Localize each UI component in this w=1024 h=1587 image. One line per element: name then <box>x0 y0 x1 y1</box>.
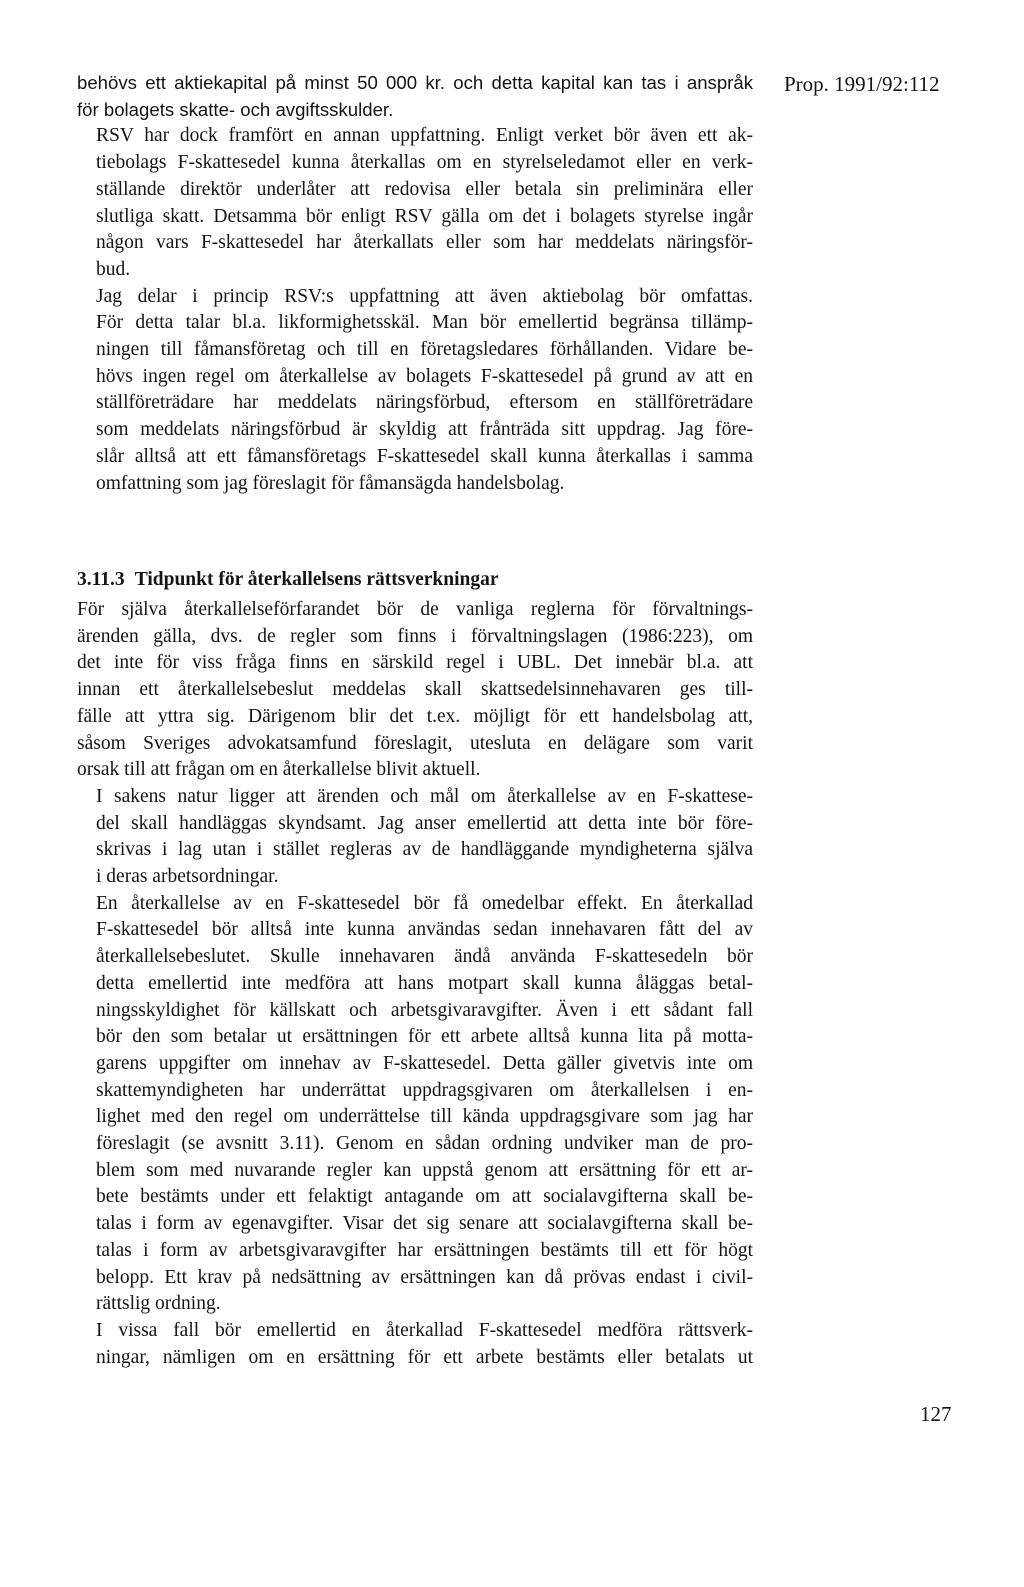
text-line: blem som med nuvarande regler kan uppstå genom att ersättning för ett ar- <box>96 1159 753 1181</box>
text-line: Jag delar i princip RSV:s uppfattning att även aktiebolag bör omfattas. <box>96 285 753 307</box>
text-line: skattemyndigheten har underrättat uppdragsgivaren om återkallelsen i en- <box>96 1079 753 1101</box>
text-line: belopp. Ett krav på nedsättning av ersättningen kan då prövas endast i civil- <box>96 1266 753 1288</box>
text-line: För detta talar bl.a. likformighetsskäl. Man bör emellertid begränsa tillämp- <box>96 312 753 334</box>
paragraph <box>77 70 753 123</box>
text-line: lighet med den regel om underrättelse till kända uppdragsgivare som jag har <box>96 1106 753 1128</box>
paragraph <box>77 784 753 891</box>
text-line: talas i form av egenavgifter. Visar det sig senare att socialavgifterna skall be- <box>96 1213 753 1235</box>
text-line: det inte för viss fråga finns en särskild regel i UBL. Det innebär bl.a. att <box>77 652 753 674</box>
section-heading <box>77 567 499 593</box>
text-line: som meddelats näringsförbud är skyldig att frånträda sitt uppdrag. Jag före- <box>96 419 753 441</box>
paragraph <box>77 1318 753 1371</box>
text-line: ställande direktör underlåter att redovisa eller betala sin preliminära eller <box>96 178 753 200</box>
text-line: bör den som betalar ut ersättningen för ett arbete alltså kunna lita på motta- <box>96 1026 753 1048</box>
text-line: återkallelsebeslutet. Skulle innehavaren ändå använda F-skattesedeln bör <box>96 946 753 968</box>
text-line: garens uppgifter om innehav av F-skattesedel. Detta gäller givetvis inte om <box>96 1052 753 1074</box>
text-line: För själva återkallelseförfarandet bör de vanliga reglerna för förvaltnings- <box>77 599 753 620</box>
text-line: orsak till att frågan om en återkallelse blivit aktuell. <box>77 759 481 781</box>
text-line: omfattning som jag föreslagit för fåmansägda handelsbolag. <box>96 472 565 494</box>
text-line: bud. <box>96 258 131 280</box>
text-line: ställföreträdare har meddelats näringsförbud, eftersom en ställföreträdare <box>96 392 753 414</box>
text-line: ärenden gälla, dvs. de regler som finns i förvaltningslagen (1986:223), om <box>77 625 753 647</box>
section-title: Tidpunkt för återkallelsens rättsverkningar <box>134 569 499 590</box>
text-line: slutliga skatt. Detsamma bör enligt RSV gälla om det i bolagets styrelse ingår <box>96 205 753 227</box>
paragraph <box>77 284 753 498</box>
text-line: ningar, nämligen om en ersättning för ett arbete bestämts eller betalats ut <box>96 1346 753 1368</box>
text-line: föreslagit (se avsnitt 3.11). Genom en sådan ordning undviker man de pro- <box>96 1133 753 1155</box>
body-text-top <box>77 70 753 497</box>
text-line: En återkallelse av en F-skattesedel bör få omedelbar effekt. En återkallad <box>96 892 753 914</box>
text-line: behövs ett aktiekapital på minst 50 000 kr. och detta kapital kan tas i anspråk <box>77 72 753 93</box>
text-line: fälle att yttra sig. Därigenom blir det t.ex. möjligt för ett handelsbolag att, <box>77 705 753 727</box>
text-line: I sakens natur ligger att ärenden och mål om återkallelse av en F-skattese- <box>96 785 753 807</box>
section-number: 3.11.3 <box>77 569 125 590</box>
text-line: talas i form av arbetsgivaravgifter har ersättningen bestämts till ett för högt <box>96 1239 753 1261</box>
page-number: 127 <box>920 1402 952 1426</box>
text-line: RSV har dock framfört en annan uppfattning. Enligt verket bör även ett ak- <box>96 125 753 147</box>
text-line: F-skattesedel bör alltså inte kunna användas sedan innehavaren fått del av <box>96 919 753 941</box>
text-line: del skall handläggas skyndsamt. Jag anser emellertid att detta inte bör före- <box>96 812 753 834</box>
text-line: hövs ingen regel om återkallelse av bolagets F-skattesedel på grund av att en <box>96 365 753 387</box>
document-reference: Prop. 1991/92:112 <box>784 72 940 96</box>
text-line: detta emellertid inte medföra att hans motpart skall kunna åläggas betal- <box>96 972 753 994</box>
text-line: i deras arbetsordningar. <box>96 866 279 888</box>
text-line: tiebolags F-skattesedel kunna återkallas om en styrelseledamot eller en verk- <box>96 152 753 174</box>
text-line: skrivas i lag utan i stället regleras av de handläggande myndigheterna själva <box>96 839 753 861</box>
paragraph <box>77 891 753 1318</box>
paragraph <box>77 597 753 784</box>
text-line: för bolagets skatte- och avgiftsskulder. <box>77 98 394 120</box>
text-line: innan ett återkallelsebeslut meddelas skall skattsedelsinnehavaren ges till- <box>77 679 753 701</box>
text-line: ningen till fåmansföretag och till en företagsledares förhållanden. Vidare be- <box>96 339 753 361</box>
paragraph <box>77 123 753 283</box>
text-line: bete bestämts under ett felaktigt antagande om att socialavgifterna skall be- <box>96 1186 753 1208</box>
text-line: I vissa fall bör emellertid en återkallad F-skattesedel medföra rättsverk- <box>96 1319 753 1341</box>
text-line: någon vars F-skattesedel har återkallats eller som har meddelats näringsför- <box>96 232 753 254</box>
text-line: slår alltså att ett fåmansföretags F-skattesedel skall kunna återkallas i samma <box>96 445 753 467</box>
body-text-section <box>77 597 753 1371</box>
text-line: ningsskyldighet för källskatt och arbetsgivaravgifter. Även i ett sådant fall <box>96 999 753 1021</box>
text-line: rättslig ordning. <box>96 1293 221 1315</box>
text-line: såsom Sveriges advokatsamfund föreslagit, utesluta en delägare som varit <box>77 732 753 754</box>
